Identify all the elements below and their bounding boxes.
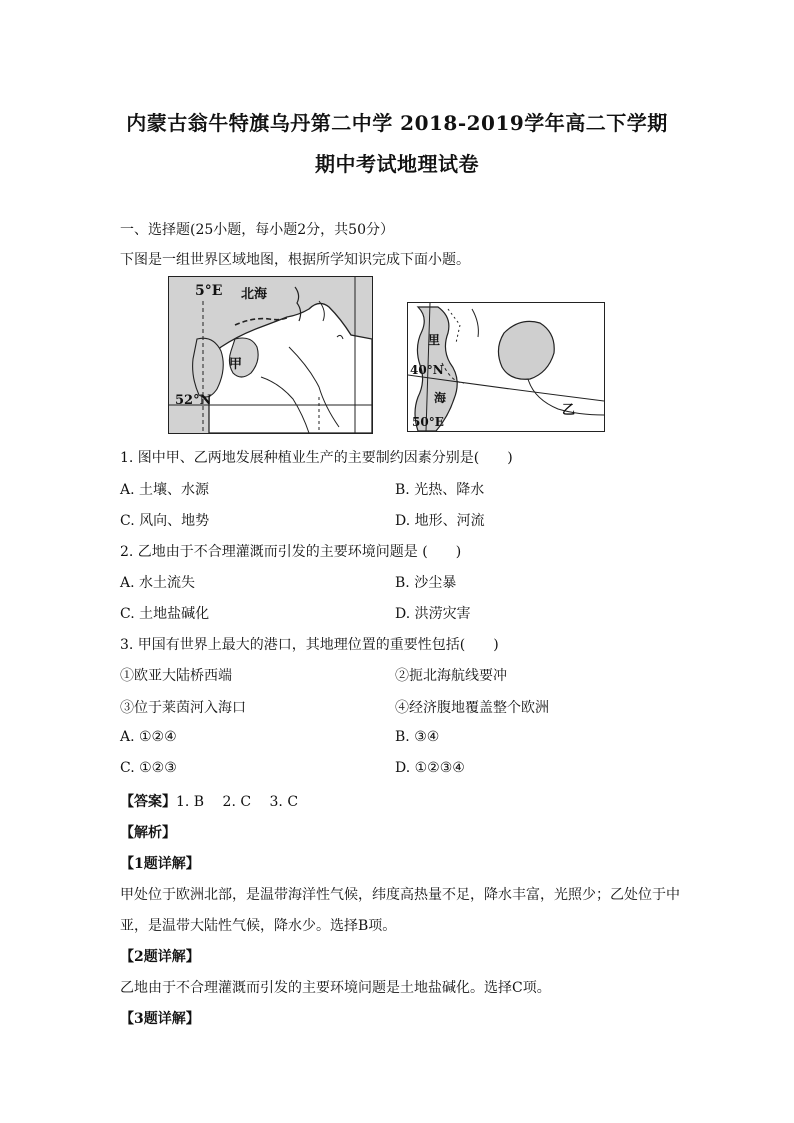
section-heading: 一、选择题(25小题，每小题2分，共50分） xyxy=(120,222,394,238)
question-3-option-a: A. ①②④ xyxy=(120,729,177,745)
question-2-option-a: A. 水土流失 xyxy=(120,575,196,591)
map-label-jia: 甲 xyxy=(229,357,243,372)
question-1-option-c: C. 风向、地势 xyxy=(120,513,210,529)
map-label-caspian-1: 里 xyxy=(428,333,441,347)
analysis-q1-line2: 亚，是温带大陆性气候，降水少。选择B项。 xyxy=(120,918,397,934)
question-1-option-b: B. 光热、降水 xyxy=(395,482,485,498)
question-3-option-d: D. ①②③④ xyxy=(395,760,465,776)
map-label-lon-50e: 50°E xyxy=(412,415,444,429)
analysis-q2-line1: 乙地由于不合理灌溉而引发的主要环境问题是土地盐碱化。选择C项。 xyxy=(120,980,551,996)
question-3-statement-3: ③位于莱茵河入海口 xyxy=(120,700,246,716)
question-3-stem: 3. 甲国有世界上最大的港口，其地理位置的重要性包括( ) xyxy=(120,637,499,653)
map-central-asia xyxy=(407,302,605,432)
question-3-statement-4: ④经济腹地覆盖整个欧洲 xyxy=(395,700,549,716)
question-2-option-d: D. 洪涝灾害 xyxy=(395,606,471,622)
document-title-line1: 内蒙古翁牛特旗乌丹第二中学 2018-2019学年高二下学期 xyxy=(126,111,668,135)
question-3-statement-2: ②扼北海航线要冲 xyxy=(395,668,507,684)
answer-label: 【答案】 xyxy=(120,794,176,810)
question-2-option-c: C. 土地盐碱化 xyxy=(120,606,210,622)
analysis-q2-heading: 【2题详解】 xyxy=(120,949,200,965)
analysis-q3-heading: 【3题详解】 xyxy=(120,1011,200,1027)
question-1-option-a: A. 土壤、水源 xyxy=(120,482,210,498)
document-title-line2: 期中考试地理试卷 xyxy=(315,152,479,176)
section-intro: 下图是一组世界区域地图，根据所学知识完成下面小题。 xyxy=(120,252,470,268)
question-3-option-c: C. ①②③ xyxy=(120,760,177,776)
question-2-option-b: B. 沙尘暴 xyxy=(395,575,457,591)
question-1-stem: 1. 图中甲、乙两地发展种植业生产的主要制约因素分别是( ) xyxy=(120,450,513,466)
question-2-stem: 2. 乙地由于不合理灌溉而引发的主要环境问题是 ( ) xyxy=(120,544,462,560)
answer-line xyxy=(120,791,298,811)
map-netherlands xyxy=(168,276,373,434)
map-label-caspian-2: 海 xyxy=(434,391,447,405)
map-label-lon-5e: 5°E xyxy=(195,283,223,299)
map-label-lat-40n: 40°N xyxy=(410,363,444,377)
map-label-yi: 乙 xyxy=(562,403,576,418)
answer-text: 1. B 2. C 3. C xyxy=(176,794,299,810)
question-3-option-b: B. ③④ xyxy=(395,729,440,745)
question-3-statement-1: ①欧亚大陆桥西端 xyxy=(120,668,232,684)
map-label-north-sea: 北海 xyxy=(241,287,268,302)
map-label-lat-52n: 52°N xyxy=(175,393,212,408)
analysis-q1-line1: 甲处位于欧洲北部，是温带海洋性气候，纬度高热量不足，降水丰富，光照少；乙处位于中 xyxy=(120,887,680,903)
question-1-option-d: D. 地形、河流 xyxy=(395,513,485,529)
analysis-q1-heading: 【1题详解】 xyxy=(120,856,200,872)
analysis-heading: 【解析】 xyxy=(120,825,176,841)
map-netherlands-drawing xyxy=(169,277,372,433)
